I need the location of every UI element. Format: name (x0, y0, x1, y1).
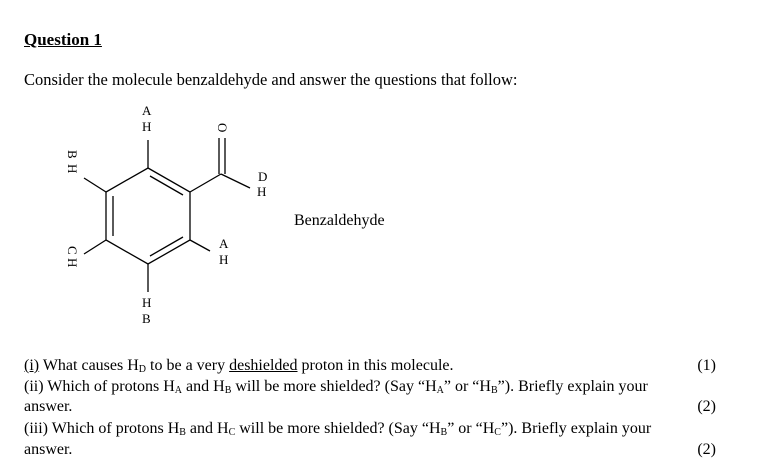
question-i-text: proton in this molecule. (297, 357, 454, 374)
marks-ii: (2) (697, 398, 716, 415)
question-iii-text: Which of protons H (48, 420, 180, 437)
label-c-left: C (65, 246, 80, 255)
label-group-b-left (65, 150, 80, 173)
question-iii-text: ” or “H (447, 420, 495, 437)
bond-h-c-left (84, 240, 106, 254)
label-group-o (215, 123, 230, 132)
subscript: A (174, 385, 183, 396)
subscript: A (436, 385, 444, 396)
question-iii-text: ”). Briefly explain your (500, 420, 652, 437)
label-h-top: H (142, 119, 152, 134)
question-intro: Consider the molecule benzaldehyde and answer the questions that follow: (24, 70, 518, 89)
ring-outer (106, 168, 190, 264)
subscript: B (224, 385, 232, 396)
marks-i: (1) (697, 357, 716, 374)
question-ii-number: (ii) (24, 378, 44, 395)
label-d: D (258, 169, 268, 184)
deshielded-word: deshielded (229, 357, 298, 374)
label-o: O (215, 123, 230, 133)
label-h-a-right: H (219, 252, 229, 267)
question-i-number: (i) (24, 357, 40, 374)
question-ii-text: ” or “H (443, 378, 491, 395)
question-ii-text: and H (182, 378, 225, 395)
question-i-text: to be a very (146, 357, 230, 374)
question-title: Question 1 (24, 30, 102, 49)
subscript: B (440, 427, 448, 438)
label-h-d: H (257, 184, 267, 199)
benzene-ring (106, 168, 190, 264)
question-i (24, 357, 736, 375)
marks-iii: (2) (697, 441, 716, 458)
question-iii-continued (24, 441, 736, 459)
question-iii-text: and H (185, 420, 229, 437)
question-ii-text: will be more shielded? (Say “H (231, 378, 437, 395)
question-ii-answer-word: answer. (24, 398, 73, 415)
label-a-top: A (142, 103, 152, 118)
question-i-text: What causes H (39, 357, 139, 374)
label-a-right: A (219, 236, 229, 251)
bond-h-b-left (84, 178, 106, 192)
question-ii-text: ”). Briefly explain your (497, 378, 648, 395)
molecule-name: Benzaldehyde (294, 212, 385, 229)
label-b-bottom: B (142, 311, 151, 326)
subscript: B (490, 385, 498, 396)
question-iii (24, 420, 736, 438)
question-ii-text: Which of protons H (43, 378, 175, 395)
subscript: D (138, 364, 147, 375)
label-h-c-left: H (65, 258, 80, 268)
label-h-bottom: H (142, 295, 152, 310)
substituent-bonds (84, 138, 250, 292)
question-ii (24, 378, 736, 396)
question-iii-number: (iii) (24, 420, 48, 437)
question-iii-text: will be more shielded? (Say “H (235, 420, 441, 437)
label-group-c-left (65, 246, 80, 267)
question-iii-answer-word: answer. (24, 441, 73, 458)
subscript: C (494, 427, 501, 438)
bond-h-d (221, 174, 250, 188)
subscript: B (179, 427, 186, 438)
question-ii-continued (24, 398, 736, 416)
label-b-left: B (65, 150, 80, 159)
bond-carbonyl-carbon (190, 174, 221, 192)
label-h-b-left: H (65, 164, 80, 174)
subscript: C (228, 427, 236, 438)
bond-h-a-right (190, 240, 210, 251)
